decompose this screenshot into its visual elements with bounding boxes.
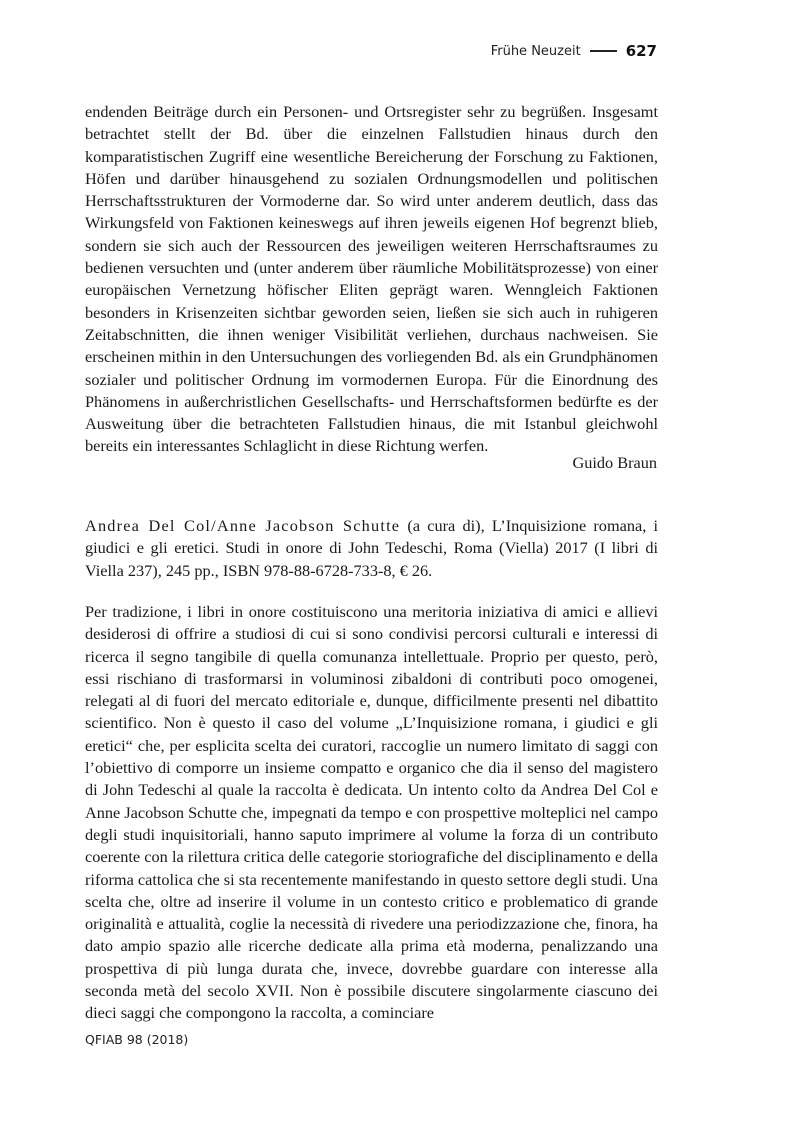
review-start-paragraph: Per tradizione, i libri in onore costituiscono una meritoria iniziativa di amici e allievi desiderosi di offrire a studiosi di cui si sono condivisi percorsi culturali e interessi di ricerca il segno tangibile di quella comunanza intellettuale. Proprio per questo, però, essi rischiano di trasformarsi in voluminosi zibaldoni di contributi poco omogenei, relegati al di fuori del mercato editoriale e, dunque, difficilmente presenti nel dibattito scientifico. Non è questo il caso del volume „L’Inquisizione romana, i giudici e gli eretici“ che, per esplicita scelta dei curatori, raccoglie un numero limitato di saggi con l’obiettivo di comporre un insieme compatto e organico che dia il senso del magistero di John Tedeschi al quale la raccolta è dedicata. Un intento colto da Andrea Del Col e Anne Jacobson Schutte che, impegnati da tempo e con prospettive molteplici nel campo degli studi inquisitoriali, hanno saputo imprimere al volume la forza di un contributo coerente con la rilettura critica delle categorie storiografiche del disciplinamento e della riforma cattolica che si sta recentemente manifestando in questo settore degli studi. Una scelta che, oltre ad inserire il volume in un contesto critico e problematico di grande originalità e attualità, coglie la necessità di rivedere una periodizzazione che, finora, ha dato ampio spazio alle ricerche dedicate alla prima età moderna, penalizzando una prospettiva di più lunga durata che, invece, dovrebbe guardare con interesse alla seconda metà del secolo XVII. Non è possibile discutere singolarmente ciascuno dei dieci saggi che compongono la raccolta, a cominciare [85,602,658,1023]
citation-details: (a cura di), L’Inquisizione romana, i giudici e gli eretici. Studi in onore di John Tedeschi, Roma (Viella) 2017 (I libri di Viella 237), 245 pp., ISBN 978-88-6728-733-8, € 26. [85,516,658,580]
header-rule [590,50,617,52]
running-head: Frühe Neuzeit [490,43,581,59]
book-citation [85,515,658,582]
reviewer-signature: Guido Braun [572,453,657,472]
citation-authors: Andrea Del Col/Anne Jacobson Schutte [85,516,401,535]
journal-footer: QFIAB 98 (2018) [85,1032,189,1047]
review-end-paragraph: endenden Beiträge durch ein Personen- und Ortsregister sehr zu begrüßen. Insgesamt betrachtet stellt der Bd. über die einzelnen Fallstudien hinaus durch den komparatistischen Zugriff eine wesentliche Bereicherung der Forschung zu Faktionen, Höfen und darüber hinausgehend zu sozialen Ordnungsmodellen und politischen Herrschaftsstrukturen der Vormoderne dar. So wird unter anderem deutlich, dass das Wirkungsfeld von Faktionen keineswegs auf ihren jeweils eigenen Hof begrenzt blieb, sondern sie sich auch der Ressourcen des jeweiligen weiteren Herrschaftsraumes zu bedienen versuchten und (unter anderem über räumliche Mobilitätsprozesse) von einer europäischen Vernetzung höfischer Eliten geprägt waren. Wenngleich Faktionen besonders in Krisenzeiten sichtbar geworden seien, ließen sie sich auch in ruhigeren Zeitabschnitten, die ihnen weniger Visibilität verliehen, durchaus nachweisen. Sie erscheinen mithin in den Untersuchungen des vorliegenden Bd. als ein Grundphänomen sozialer und politischer Ordnung im vormodernen Europa. Für die Einordnung des Phänomens in außerchristlichen Gesellschafts- und Herrschaftsformen bedürfte es der Ausweitung über die betrachteten Fallstudien hinaus, die mit Istanbul gleichwohl bereits ein interessantes Schlaglicht in diese Richtung werfen. [85,102,658,456]
page-header [491,42,657,60]
page-number: 627 [625,42,657,60]
